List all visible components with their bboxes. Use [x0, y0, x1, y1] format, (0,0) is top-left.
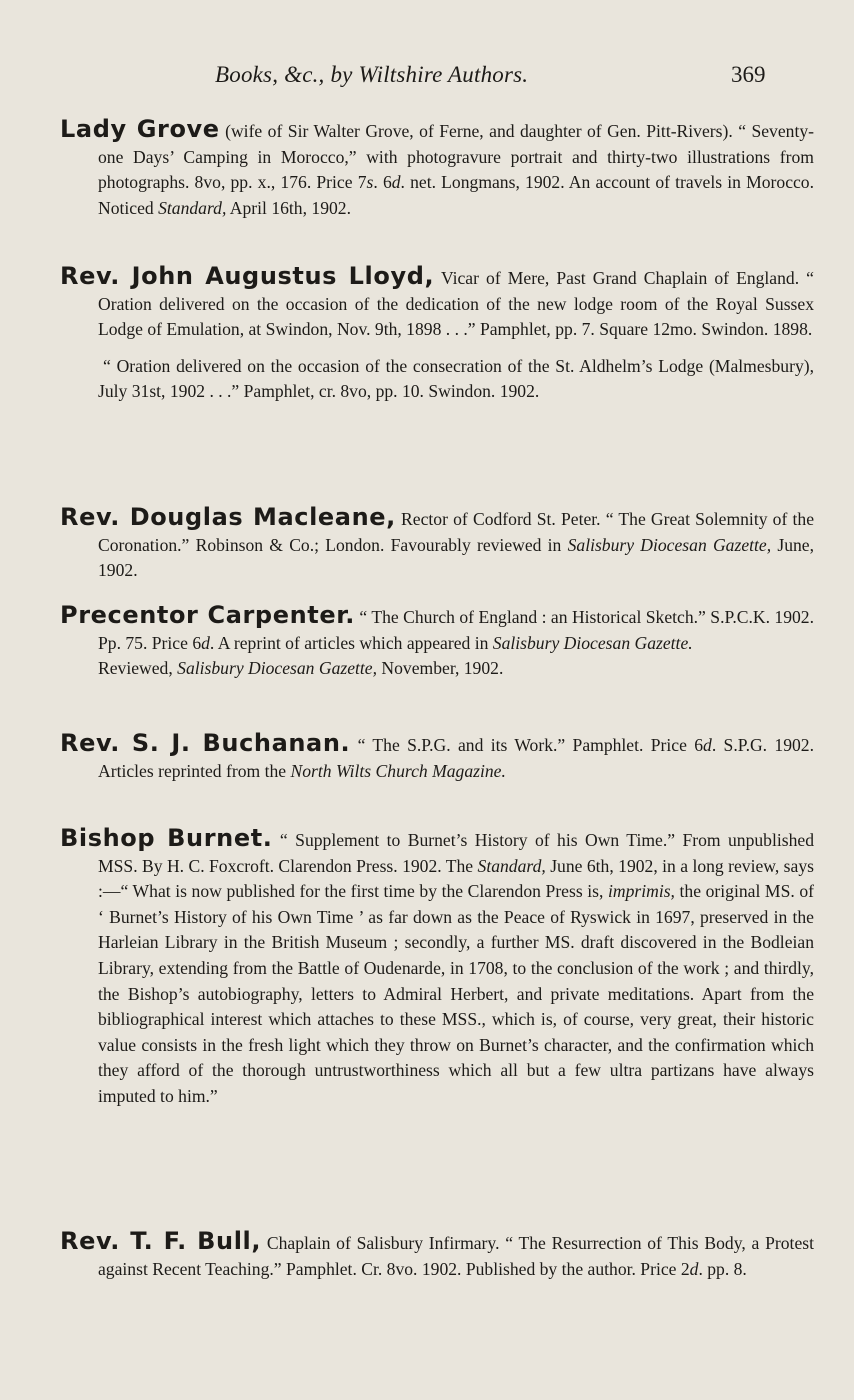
entry-t-f-bull [60, 1229, 814, 1282]
entry-author: Rev. John Augustus Lloyd, [60, 262, 435, 290]
entry-description: (wife of Sir Walter Grove, of Ferne, and daughter of Gen. Pitt-Rivers). “ Seventy-one Days’ Camping in Morocco,” with photogravure portrait and thirty-two illustrations from photographs. 8vo, pp. x., 176. Price 7s. 6d. net. Longmans, 1902. An account of travels in Morocco. Noticed Standard, April 16th, 1902. [98, 121, 815, 218]
page-number: 369 [731, 62, 766, 87]
entry-author: Rev. S. J. Buchanan. [60, 729, 351, 757]
entry-description: Rector of Codford St. Peter. “ The Great Solemnity of the Coronation.” Robinson & Co.; London. Favourably reviewed in Salisbury Diocesan Gazette, June, 1902. [98, 509, 815, 581]
entry-douglas-macleane [60, 505, 814, 584]
entry-description: Chaplain of Salisbury Infirmary. “ The Resurrection of This Body, a Protest against Recent Teaching.” Pamphlet. Cr. 8vo. 1902. Published by the author. Price 2d. pp. 8. [98, 1233, 814, 1279]
entry-author: Lady Grove [60, 115, 220, 143]
entry-author: Precentor Carpenter. [60, 601, 355, 629]
entry-author: Rev. T. F. Bull, [60, 1227, 262, 1255]
entry-john-augustus-lloyd [60, 264, 814, 405]
entry-author: Bishop Burnet. [60, 824, 273, 852]
entry-description: Vicar of Mere, Past Grand Chaplain of England. “ Oration delivered on the occasion of the dedication of the new lodge room of the Royal Sussex Lodge of Emulation, at Swindon, Nov. 9th, 1898 . . .” Pamphlet, pp. 7. Square 12mo. Swindon. 1898. [98, 268, 814, 340]
entry-author: Rev. Douglas Macleane, [60, 503, 396, 531]
running-header [0, 62, 854, 96]
entry-precentor-carpenter [60, 603, 814, 682]
entry-additional-work: “ Oration delivered on the occasion of the consecration of the St. Aldhelm’s Lodge (Malmesbury), July 31st, 1902 . . .” Pamphlet, cr. 8vo, pp. 10. Swindon. 1902. [98, 355, 814, 402]
running-title: Books, &c., by Wiltshire Authors. [215, 62, 529, 87]
entry-description: “ The S.P.G. and its Work.” Pamphlet. Price 6d. S.P.G. 1902. Articles reprinted from the North Wilts Church Magazine. [98, 735, 814, 781]
entry-s-j-buchanan [60, 731, 814, 784]
entry-description: “ Supplement to Burnet’s History of his Own Time.” From unpublished MSS. By H. C. Foxcroft. Clarendon Press. 1902. The Standard, June 6th, 1902, in a long review, says :—“ What is now published for the first time by the Clarendon Press is, imprimis, the original MS. of ‘ Burnet’s History of his Own Time ’ as far down as the Peace of Ryswick in 1697, preserved in the Harleian Library in the British Museum ; secondly, a further MS. draft discovered in the Bodleian Library, extending from the Battle of Oudenarde, in 1708, to the conclusion of the work ; and thirdly, the Bishop’s autobiography, letters to Admiral Herbert, and private meditations. Apart from the bibliographical interest which attaches to these MSS., which is, of course, very great, their historic value consists in the fresh light which they throw on Burnet’s character, and the confirmation which they afford of the thorough untrustworthiness which all but a few ultra partizans have always imputed to him.” [98, 830, 815, 1106]
entry-review-note: Reviewed, Salisbury Diocesan Gazette, November, 1902. [98, 658, 504, 679]
entry-description: “ The Church of England : an Historical Sketch.” S.P.C.K. 1902. Pp. 75. Price 6d. A reprint of articles which appeared in Salisbury Diocesan Gazette. [98, 607, 814, 653]
entry-bishop-burnet [60, 826, 814, 1110]
entry-lady-grove [60, 117, 814, 221]
